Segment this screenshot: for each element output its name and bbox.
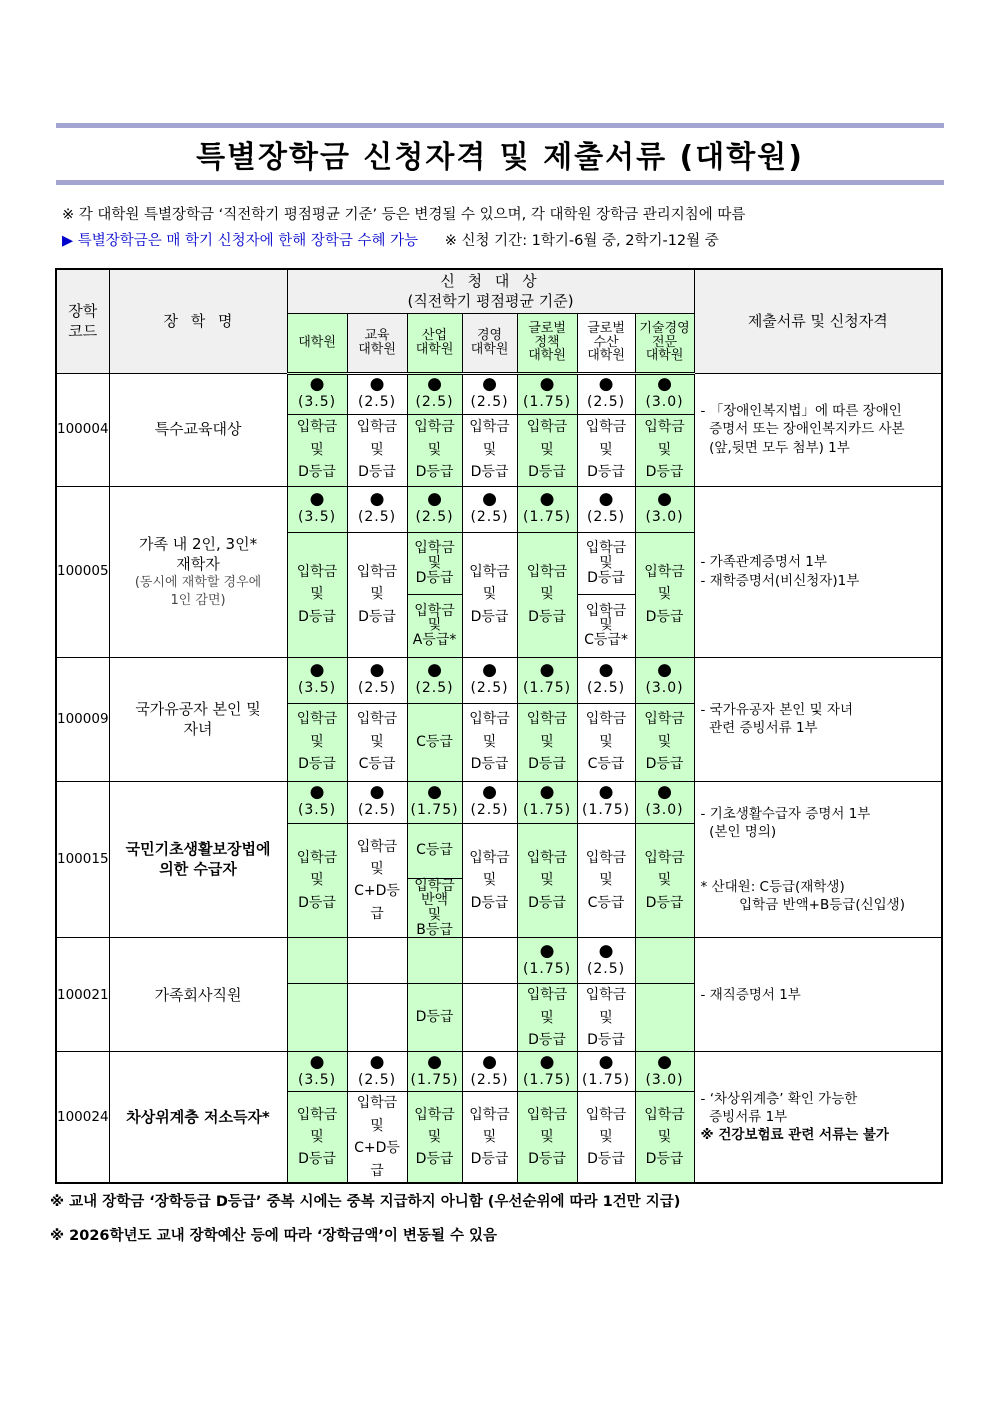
gpa-value: (3.5) bbox=[297, 680, 337, 697]
gpa-cell bbox=[577, 938, 635, 984]
note-1: ※ 각 대학원 특별장학금 ‘직전학기 평점평균 기준’ 등은 변경될 수 있으며, 각 대학원 장학금 관리지침에 따름 bbox=[62, 207, 746, 223]
header-school: 대학원 bbox=[287, 313, 347, 373]
bullet-icon: ● bbox=[309, 782, 325, 803]
gpa-cell bbox=[462, 373, 517, 414]
gpa-value: (2.5) bbox=[586, 394, 626, 411]
note-blue: ▶ 특별장학금은 매 학기 신청자에 한해 장학금 수혜 가능 bbox=[62, 233, 419, 249]
gpa-cell bbox=[577, 486, 635, 532]
gpa-cell bbox=[517, 486, 577, 532]
scholarship-name-text: 가족 내 2인, 3인* 재학자 bbox=[138, 534, 258, 573]
gpa-cell bbox=[635, 657, 694, 703]
gpa-cell bbox=[462, 938, 517, 984]
scholarship-table bbox=[55, 268, 943, 1184]
gpa-cell bbox=[407, 373, 462, 414]
award-cell: 입학금 및 D등급 bbox=[287, 703, 347, 781]
gpa-value: (2.5) bbox=[415, 394, 454, 411]
footer-note-1: ※ 교내 장학금 ‘장학등급 D등급’ 중복 시에는 중복 지급하지 아니함 (우선순위에 따라 1건만 지급) bbox=[50, 1194, 681, 1210]
gpa-value: (1.75) bbox=[410, 1071, 459, 1088]
award-cell: 입학금 및 D등급 bbox=[462, 1092, 517, 1183]
bullet-icon: ● bbox=[657, 489, 672, 510]
bullet-icon: ● bbox=[539, 489, 555, 510]
footer-note-2: ※ 2026학년도 교내 장학예산 등에 따라 ‘장학금액’이 변동될 수 있음 bbox=[50, 1228, 498, 1244]
scholarship-name bbox=[109, 657, 287, 781]
gpa-value: (2.5) bbox=[357, 802, 397, 819]
bullet-icon: ● bbox=[427, 489, 442, 510]
page-title: 특별장학금 신청자격 및 제출서류 (대학원) bbox=[196, 140, 804, 175]
gpa-cell bbox=[347, 657, 407, 703]
award-cell: 입학금 반액 및 B등급 bbox=[407, 878, 462, 938]
required-documents bbox=[694, 781, 942, 938]
scholarship-code: 100021 bbox=[56, 938, 109, 1052]
award-cell bbox=[287, 984, 347, 1052]
award-cell: 입학금 및 D등급 bbox=[635, 414, 694, 486]
gpa-cell bbox=[517, 373, 577, 414]
scholarship-name-text: 국가유공자 본인 및 자녀 bbox=[135, 699, 261, 738]
bullet-icon: ● bbox=[309, 1051, 325, 1072]
gpa-value: (2.5) bbox=[415, 680, 454, 697]
gpa-value: (3.5) bbox=[297, 509, 337, 526]
award-cell: 입학금 및 D등급 bbox=[407, 1092, 462, 1183]
bullet-icon: ● bbox=[309, 660, 325, 681]
award-cell: 입학금 및 C등급* bbox=[577, 595, 635, 658]
gpa-cell bbox=[517, 1052, 577, 1092]
required-documents bbox=[694, 938, 942, 1052]
gpa-value: (2.5) bbox=[470, 1071, 509, 1088]
gpa-cell bbox=[407, 1052, 462, 1092]
gpa-cell bbox=[577, 373, 635, 414]
bullet-icon: ● bbox=[539, 1051, 555, 1072]
documents-text: - 기초생활수급자 증명서 1부 (본인 명의) * 산대원: C등급(재학생) 입학금 반액+B등급(신입생) bbox=[700, 805, 905, 913]
gpa-value: (2.5) bbox=[357, 509, 397, 526]
gpa-value: (1.75) bbox=[522, 394, 572, 411]
gpa-value: (1.75) bbox=[522, 509, 572, 526]
gpa-cell bbox=[517, 657, 577, 703]
award-cell: 입학금 및 D등급 bbox=[517, 1092, 577, 1183]
bullet-icon: ● bbox=[598, 374, 614, 395]
required-documents bbox=[694, 486, 942, 657]
header-target-sub: (직전학기 평점평균 기준) bbox=[407, 292, 574, 311]
award-cell: 입학금 및 D등급 bbox=[517, 703, 577, 781]
scholarship-name-text: 국민기초생활보장법에 의한 수급자 bbox=[125, 840, 271, 879]
header-school: 글로벌 수산 대학원 bbox=[577, 313, 635, 373]
bullet-icon: ● bbox=[369, 782, 385, 803]
gpa-cell bbox=[635, 938, 694, 984]
gpa-value: (2.5) bbox=[470, 680, 509, 697]
award-cell: 입학금 및 D등급 bbox=[287, 1092, 347, 1183]
gpa-cell bbox=[347, 938, 407, 984]
bullet-icon: ● bbox=[482, 374, 497, 395]
header-target bbox=[287, 269, 694, 313]
bullet-icon: ● bbox=[657, 1051, 672, 1072]
documents-text: - 국가유공자 본인 및 자녀 관련 증빙서류 1부 bbox=[700, 701, 853, 736]
award-cell: 입학금 및 C등급 bbox=[577, 823, 635, 938]
gpa-cell bbox=[407, 938, 462, 984]
award-cell: 입학금 및 D등급 bbox=[462, 532, 517, 657]
scholarship-code: 100005 bbox=[56, 486, 109, 657]
documents-text: - 재직증명서 1부 bbox=[700, 986, 801, 1003]
award-cell: 입학금 및 D등급 bbox=[517, 823, 577, 938]
bullet-icon: ● bbox=[598, 940, 614, 961]
gpa-cell bbox=[347, 1052, 407, 1092]
bullet-icon: ● bbox=[369, 1051, 385, 1072]
gpa-cell bbox=[577, 657, 635, 703]
gpa-value: (2.5) bbox=[586, 509, 626, 526]
bullet-icon: ● bbox=[427, 660, 442, 681]
gpa-cell bbox=[287, 781, 347, 823]
gpa-cell bbox=[577, 1052, 635, 1092]
documents-text: - 가족관계증명서 1부 - 재학증명서(비신청자)1부 bbox=[700, 554, 860, 589]
award-cell: D등급 bbox=[407, 984, 462, 1052]
award-cell: 입학금 및 D등급 bbox=[577, 414, 635, 486]
award-cell: 입학금 및 D등급 bbox=[462, 823, 517, 938]
header-school: 기술경영 전문 대학원 bbox=[635, 313, 694, 373]
gpa-value: (2.5) bbox=[357, 1071, 397, 1088]
documents-text: - ‘차상위계층’ 확인 가능한 증빙서류 1부 bbox=[700, 1090, 858, 1126]
gpa-cell bbox=[347, 781, 407, 823]
bullet-icon: ● bbox=[482, 782, 497, 803]
required-documents bbox=[694, 657, 942, 781]
header-school: 교육 대학원 bbox=[347, 313, 407, 373]
award-cell: 입학금 및 C+D등급 bbox=[347, 1092, 407, 1183]
award-cell: 입학금 및 C+D등급 bbox=[347, 823, 407, 938]
gpa-cell bbox=[287, 938, 347, 984]
table-row bbox=[56, 781, 942, 823]
gpa-cell bbox=[287, 1052, 347, 1092]
gpa-value: (2.5) bbox=[470, 394, 509, 411]
gpa-cell bbox=[635, 486, 694, 532]
header-name: 장 학 명 bbox=[109, 269, 287, 373]
table-row bbox=[56, 657, 942, 703]
gpa-cell bbox=[635, 1052, 694, 1092]
bullet-icon: ● bbox=[482, 660, 497, 681]
header-code: 장학 코드 bbox=[56, 269, 109, 373]
bullet-icon: ● bbox=[539, 374, 555, 395]
scholarship-name bbox=[109, 1052, 287, 1183]
gpa-value: (3.5) bbox=[297, 394, 337, 411]
bullet-icon: ● bbox=[598, 660, 614, 681]
bullet-icon: ● bbox=[539, 660, 555, 681]
bullet-icon: ● bbox=[539, 782, 555, 803]
award-cell: C등급 bbox=[407, 703, 462, 781]
award-cell: 입학금 및 D등급 bbox=[517, 414, 577, 486]
gpa-value: (2.5) bbox=[586, 680, 626, 697]
header-row bbox=[56, 269, 942, 313]
award-cell: 입학금 및 D등급 bbox=[635, 823, 694, 938]
bullet-icon: ● bbox=[482, 489, 497, 510]
scholarship-name bbox=[109, 486, 287, 657]
table-row bbox=[56, 938, 942, 984]
header-school: 글로벌 정책 대학원 bbox=[517, 313, 577, 373]
gpa-value: (2.5) bbox=[357, 394, 397, 411]
scholarship-name bbox=[109, 781, 287, 938]
scholarship-name-text: 특수교육대상 bbox=[154, 420, 242, 439]
gpa-cell bbox=[517, 781, 577, 823]
gpa-value: (1.75) bbox=[522, 1071, 572, 1088]
scholarship-code: 100024 bbox=[56, 1052, 109, 1183]
gpa-cell bbox=[462, 1052, 517, 1092]
header-target-title: 신 청 대 상 bbox=[440, 272, 541, 290]
award-cell: 입학금 및 D등급 bbox=[287, 532, 347, 657]
scholarship-name bbox=[109, 938, 287, 1052]
bullet-icon: ● bbox=[598, 1051, 614, 1072]
award-cell: 입학금 및 D등급 bbox=[287, 823, 347, 938]
title-bar bbox=[56, 123, 944, 185]
gpa-value: (2.5) bbox=[470, 802, 509, 819]
award-cell: 입학금 및 D등급 bbox=[287, 414, 347, 486]
note-period: ※ 신청 기간: 1학기-6월 중, 2학기-12월 중 bbox=[444, 233, 719, 249]
award-cell: 입학금 및 D등급 bbox=[635, 532, 694, 657]
gpa-value: (3.0) bbox=[645, 680, 684, 697]
bullet-icon: ● bbox=[657, 782, 672, 803]
scholarship-name-text: 가족회사직원 bbox=[154, 985, 242, 1004]
table-row bbox=[56, 373, 942, 414]
award-cell bbox=[462, 984, 517, 1052]
bullet-icon: ● bbox=[369, 489, 385, 510]
gpa-value: (3.0) bbox=[645, 394, 684, 411]
award-cell: 입학금 및 D등급 bbox=[577, 984, 635, 1052]
required-documents bbox=[694, 1052, 942, 1183]
documents-text: - 「장애인복지법」에 따른 장애인 증명서 또는 장애인복지카드 사본 (앞,뒷면 모두 첨부) 1부 bbox=[700, 403, 905, 456]
table-row bbox=[56, 1052, 942, 1092]
award-cell: 입학금 및 C등급 bbox=[347, 703, 407, 781]
header-school: 경영 대학원 bbox=[462, 313, 517, 373]
award-cell bbox=[347, 984, 407, 1052]
gpa-value: (2.5) bbox=[470, 509, 509, 526]
gpa-value: (1.75) bbox=[522, 802, 572, 819]
gpa-value: (1.75) bbox=[522, 680, 572, 697]
award-cell: 입학금 및 D등급 bbox=[517, 984, 577, 1052]
award-cell: 입학금 및 D등급 bbox=[577, 1092, 635, 1183]
gpa-value: (3.0) bbox=[645, 802, 684, 819]
gpa-cell bbox=[462, 781, 517, 823]
scholarship-name-sub: (동시에 재학할 경우에 1인 감면) bbox=[134, 575, 262, 608]
award-cell: 입학금 및 D등급 bbox=[347, 532, 407, 657]
gpa-cell bbox=[287, 486, 347, 532]
award-cell: 입학금 및 D등급 bbox=[407, 532, 462, 595]
gpa-cell bbox=[635, 781, 694, 823]
gpa-value: (2.5) bbox=[357, 680, 397, 697]
award-cell: 입학금 및 D등급 bbox=[517, 532, 577, 657]
gpa-value: (3.0) bbox=[645, 509, 684, 526]
bullet-icon: ● bbox=[427, 1051, 442, 1072]
gpa-cell bbox=[407, 657, 462, 703]
gpa-cell bbox=[347, 373, 407, 414]
award-cell: 입학금 및 D등급 bbox=[407, 414, 462, 486]
bullet-icon: ● bbox=[427, 374, 442, 395]
gpa-value: (1.75) bbox=[410, 802, 459, 819]
scholarship-name-text: 차상위계층 저소득자* bbox=[126, 1108, 270, 1127]
scholarship-code: 100009 bbox=[56, 657, 109, 781]
header-docs: 제출서류 및 신청자격 bbox=[694, 269, 942, 373]
bullet-icon: ● bbox=[657, 660, 672, 681]
gpa-value: (1.75) bbox=[581, 802, 631, 819]
bullet-icon: ● bbox=[598, 489, 614, 510]
bullet-icon: ● bbox=[482, 1051, 497, 1072]
table-row bbox=[56, 486, 942, 532]
scholarship-code: 100004 bbox=[56, 373, 109, 486]
bullet-icon: ● bbox=[598, 782, 614, 803]
gpa-value: (3.5) bbox=[297, 802, 337, 819]
gpa-value: (1.75) bbox=[522, 960, 572, 977]
gpa-cell bbox=[347, 486, 407, 532]
award-cell: 입학금 및 A등급* bbox=[407, 595, 462, 658]
bullet-icon: ● bbox=[427, 782, 442, 803]
award-cell: 입학금 및 D등급 bbox=[462, 703, 517, 781]
gpa-cell bbox=[462, 657, 517, 703]
bullet-icon: ● bbox=[539, 940, 555, 961]
gpa-cell bbox=[287, 657, 347, 703]
award-cell: 입학금 및 D등급 bbox=[462, 414, 517, 486]
gpa-cell bbox=[407, 781, 462, 823]
award-cell: 입학금 및 D등급 bbox=[635, 1092, 694, 1183]
bullet-icon: ● bbox=[369, 374, 385, 395]
award-cell: 입학금 및 D등급 bbox=[577, 532, 635, 595]
gpa-cell bbox=[407, 486, 462, 532]
bullet-icon: ● bbox=[309, 374, 325, 395]
scholarship-code: 100015 bbox=[56, 781, 109, 938]
required-documents bbox=[694, 373, 942, 486]
gpa-value: (2.5) bbox=[415, 509, 454, 526]
bullet-icon: ● bbox=[369, 660, 385, 681]
gpa-cell bbox=[635, 373, 694, 414]
award-cell: C등급 bbox=[407, 823, 462, 878]
gpa-value: (3.5) bbox=[297, 1071, 337, 1088]
award-cell: 입학금 및 D등급 bbox=[635, 703, 694, 781]
gpa-cell bbox=[517, 938, 577, 984]
gpa-value: (1.75) bbox=[581, 1071, 631, 1088]
gpa-cell bbox=[287, 373, 347, 414]
award-cell: 입학금 및 C등급 bbox=[577, 703, 635, 781]
scholarship-name bbox=[109, 373, 287, 486]
gpa-cell bbox=[577, 781, 635, 823]
bullet-icon: ● bbox=[657, 374, 672, 395]
award-cell: 입학금 및 D등급 bbox=[347, 414, 407, 486]
header-school: 산업 대학원 bbox=[407, 313, 462, 373]
gpa-cell bbox=[462, 486, 517, 532]
gpa-value: (2.5) bbox=[586, 960, 626, 977]
gpa-value: (3.0) bbox=[645, 1071, 684, 1088]
bullet-icon: ● bbox=[309, 489, 325, 510]
note-2 bbox=[62, 229, 719, 250]
award-cell bbox=[635, 984, 694, 1052]
documents-warning: ※ 건강보험료 관련 서류는 불가 bbox=[700, 1127, 889, 1144]
